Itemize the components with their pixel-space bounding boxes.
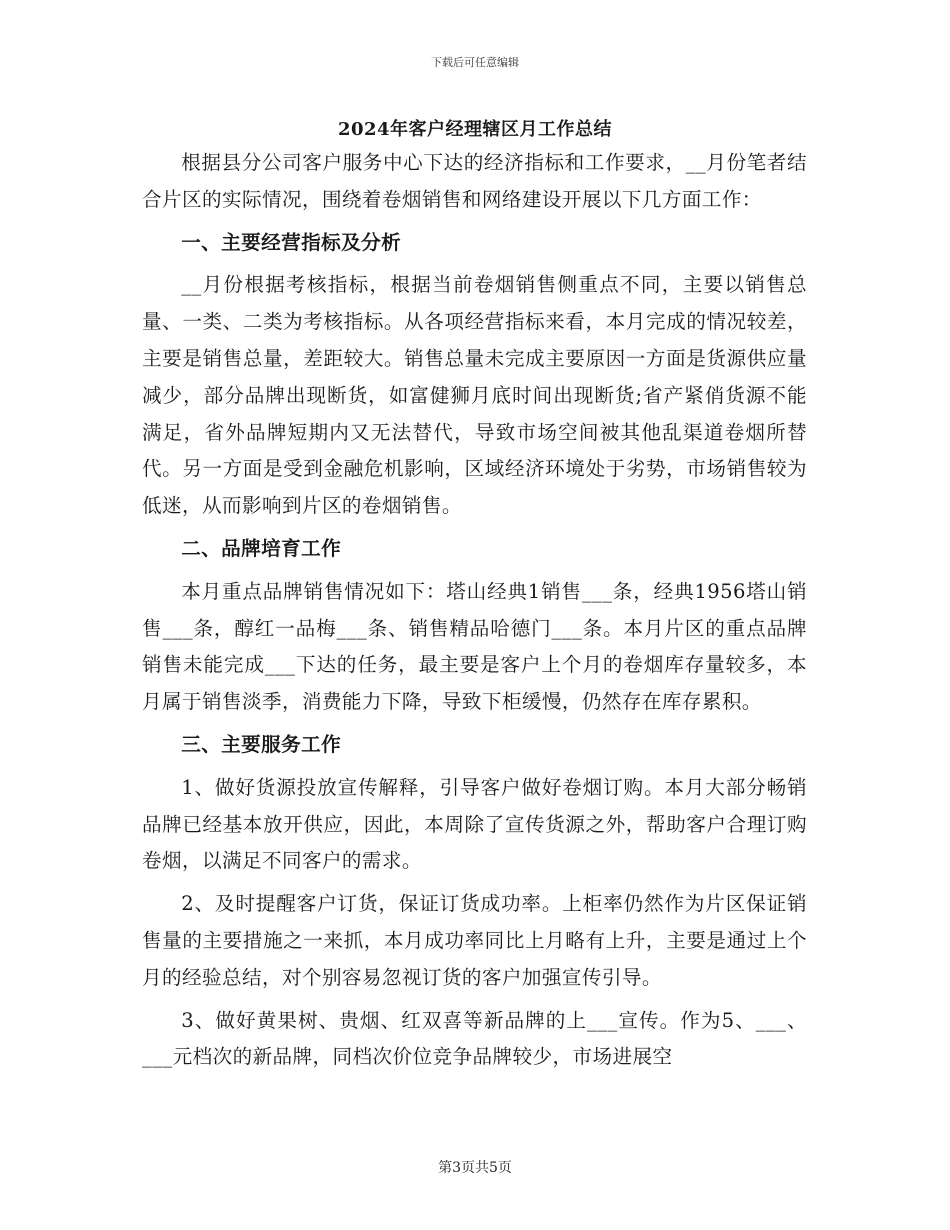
section-2-paragraph: 本月重点品牌销售情况如下：塔山经典1销售___条，经典1956塔山销售___条，醇红一品梅___条、销售精品哈德门___条。本月片区的重点品牌销售未能完成___下达的任务，最主要是客户上个月的卷烟库存量较多，本月属于销售淡季，消费能力下降，导致下柜缓慢，仍然存在库存累积。 xyxy=(142,579,807,714)
service-item-2: 2、及时提醒客户订货，保证订货成功率。上柜率仍然作为片区保证销售量的主要措施之一来抓，本月成功率同比上月略有上升，主要是通过上个月的经验总结，对个别容易忽视订货的客户加强宣传引导。 xyxy=(142,892,807,989)
section-heading-1: 一、主要经营指标及分析 xyxy=(181,230,402,254)
header-note: 下载后可任意编辑 xyxy=(431,56,519,69)
section-1-paragraph: __月份根据考核指标，根据当前卷烟销售侧重点不同，主要以销售总量、一类、二类为考核指标。从各项经营指标来看，本月完成的情况较差，主要是销售总量，差距较大。销售总量未完成主要原因一方面是货源供应量减少，部分品牌出现断货，如富健狮月底时间出现断货;省产紧俏货源不能满足，省外品牌短期内又无法替代，导致市场空间被其他乱渠道卷烟所替代。另一方面是受到金融危机影响，区域经济环境处于劣势，市场销售较为低迷，从而影响到片区的卷烟销售。 xyxy=(142,273,807,518)
service-item-1: 1、做好货源投放宣传解释，引导客户做好卷烟订购。本月大部分畅销品牌已经基本放开供应，因此，本周除了宣传货源之外，帮助客户合理订购卷烟，以满足不同客户的需求。 xyxy=(142,775,807,873)
document-title: 2024年客户经理辖区月工作总结 xyxy=(337,119,613,140)
section-heading-2: 二、品牌培育工作 xyxy=(181,536,342,560)
intro-paragraph: 根据县分公司客户服务中心下达的经济指标和工作要求，__月份笔者结合片区的实际情况，围绕着卷烟销售和网络建设开展以下几方面工作： xyxy=(142,151,807,211)
service-item-3: 3、做好黄果树、贵烟、红双喜等新品牌的上___宣传。作为5、___、___元档次的新品牌，同档次价位竞争品牌较少，市场进展空 xyxy=(142,1008,807,1069)
page-number-footer: 第3页共5页 xyxy=(438,1160,512,1176)
section-heading-3: 三、主要服务工作 xyxy=(181,732,342,756)
document-body xyxy=(142,145,807,1076)
